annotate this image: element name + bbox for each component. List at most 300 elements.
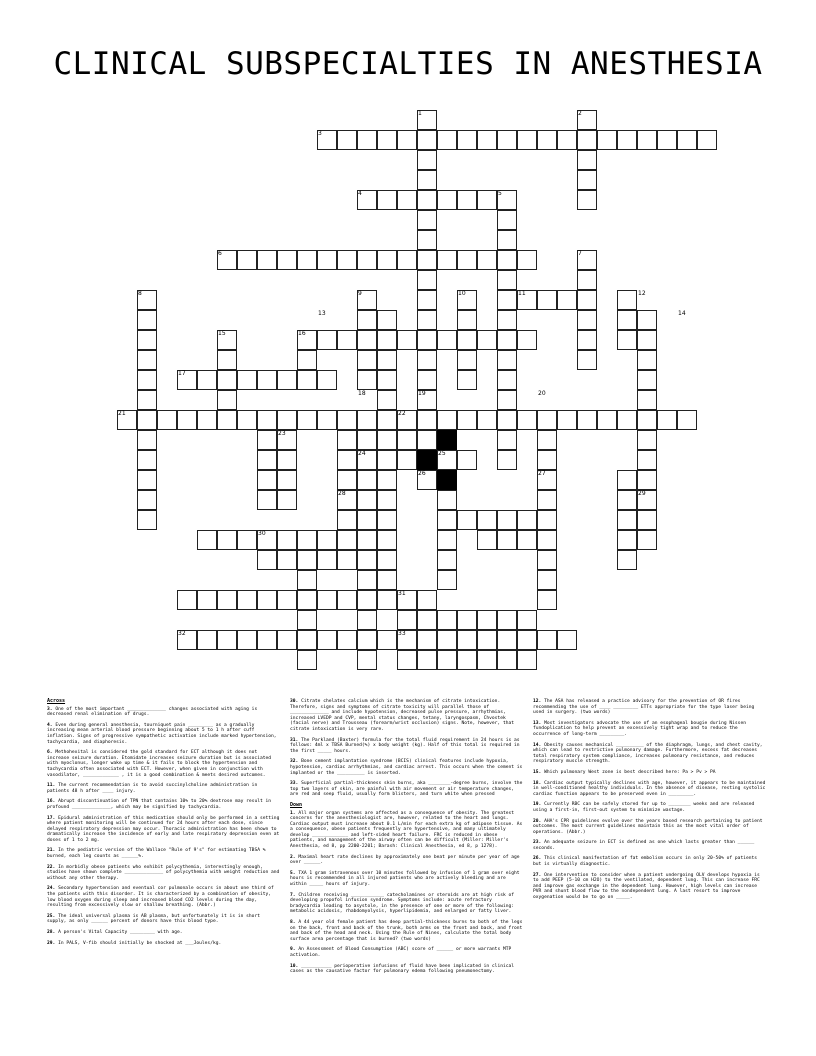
- grid-cell[interactable]: [397, 190, 417, 210]
- grid-cell[interactable]: [337, 530, 357, 550]
- grid-cell[interactable]: [357, 550, 377, 570]
- grid-cell[interactable]: [257, 550, 277, 570]
- grid-cell[interactable]: [537, 550, 557, 570]
- grid-cell[interactable]: [637, 510, 657, 530]
- clue-num: 20.: [533, 818, 542, 824]
- grid-cell[interactable]: [657, 410, 677, 430]
- grid-cell[interactable]: [497, 210, 517, 230]
- grid-cell[interactable]: [377, 190, 397, 210]
- grid-cell[interactable]: [437, 330, 457, 350]
- grid-cell[interactable]: [137, 390, 157, 410]
- grid-cell[interactable]: [357, 430, 377, 450]
- grid-cell[interactable]: [317, 410, 337, 430]
- grid-cell[interactable]: [237, 530, 257, 550]
- grid-cell[interactable]: [497, 290, 517, 310]
- grid-cell[interactable]: [377, 470, 397, 490]
- grid-cell[interactable]: [417, 330, 437, 350]
- down-clue: [533, 781, 768, 798]
- grid-cell[interactable]: [337, 130, 357, 150]
- grid-cell[interactable]: [597, 130, 617, 150]
- clue-num: 32.: [290, 759, 299, 765]
- grid-cell[interactable]: [277, 410, 297, 430]
- grid-cell[interactable]: [457, 250, 477, 270]
- grid-cell[interactable]: [497, 390, 517, 410]
- grid-cell[interactable]: [537, 570, 557, 590]
- grid-cell[interactable]: [357, 310, 377, 330]
- grid-cell[interactable]: [497, 250, 517, 270]
- grid-cell[interactable]: [257, 630, 277, 650]
- grid-cell[interactable]: [357, 630, 377, 650]
- grid-cell[interactable]: [377, 350, 397, 370]
- grid-cell[interactable]: [177, 590, 197, 610]
- grid-cell[interactable]: [137, 430, 157, 450]
- grid-cell[interactable]: [617, 310, 637, 330]
- grid-cell[interactable]: [397, 130, 417, 150]
- grid-cell[interactable]: [197, 630, 217, 650]
- grid-cell[interactable]: [417, 310, 437, 330]
- grid-cell[interactable]: [377, 450, 397, 470]
- grid-cell[interactable]: [537, 590, 557, 610]
- grid-cell[interactable]: [577, 290, 597, 310]
- grid-cell[interactable]: [557, 630, 577, 650]
- grid-cell[interactable]: [517, 650, 537, 670]
- grid-cell[interactable]: [257, 490, 277, 510]
- grid-cell[interactable]: [377, 630, 397, 650]
- grid-cell[interactable]: [437, 190, 457, 210]
- grid-cell[interactable]: [357, 650, 377, 670]
- grid-cell[interactable]: [497, 650, 517, 670]
- grid-cell[interactable]: [417, 210, 437, 230]
- grid-cell[interactable]: [197, 370, 217, 390]
- grid-cell[interactable]: [257, 410, 277, 430]
- grid-cell[interactable]: [517, 510, 537, 530]
- clue-num: 29.: [47, 940, 56, 946]
- grid-cell[interactable]: [417, 610, 437, 630]
- clue-num: 13.: [533, 720, 542, 726]
- grid-cell[interactable]: [417, 170, 437, 190]
- grid-cell[interactable]: [397, 330, 417, 350]
- grid-cell[interactable]: [337, 450, 357, 470]
- grid-cell[interactable]: [577, 410, 597, 430]
- grid-cell[interactable]: [417, 630, 437, 650]
- grid-cell[interactable]: [297, 630, 317, 650]
- grid-cell[interactable]: [657, 130, 677, 150]
- grid-cell[interactable]: [437, 490, 457, 510]
- grid-cell[interactable]: [297, 530, 317, 550]
- grid-cell[interactable]: [217, 370, 237, 390]
- grid-cell[interactable]: [297, 370, 317, 390]
- grid-cell[interactable]: [457, 130, 477, 150]
- clue-number: 23: [278, 430, 286, 437]
- grid-cell[interactable]: [497, 450, 517, 470]
- grid-cell[interactable]: [257, 450, 277, 470]
- grid-cell[interactable]: [397, 430, 417, 450]
- grid-cell[interactable]: [457, 350, 477, 370]
- grid-cell[interactable]: [577, 150, 597, 170]
- grid-cell[interactable]: [297, 550, 317, 570]
- grid-cell[interactable]: [437, 630, 457, 650]
- grid-cell[interactable]: [277, 550, 297, 570]
- grid-cell[interactable]: [617, 550, 637, 570]
- grid-cell[interactable]: [497, 330, 517, 350]
- clue-number: 19: [418, 390, 426, 397]
- grid-cell[interactable]: [297, 650, 317, 670]
- grid-cell[interactable]: [617, 330, 637, 350]
- grid-cell[interactable]: [137, 370, 157, 390]
- grid-cell[interactable]: [477, 530, 497, 550]
- grid-cell[interactable]: [577, 270, 597, 290]
- grid-cell[interactable]: [617, 530, 637, 550]
- grid-cell[interactable]: [277, 250, 297, 270]
- grid-cell[interactable]: [417, 130, 437, 150]
- down-clue: [290, 947, 525, 958]
- grid-cell[interactable]: [297, 250, 317, 270]
- grid-cell[interactable]: [157, 410, 177, 430]
- grid-cell[interactable]: [617, 290, 637, 310]
- grid-cell[interactable]: [437, 510, 457, 530]
- grid-cell[interactable]: [337, 470, 357, 490]
- grid-cell[interactable]: [137, 410, 157, 430]
- grid-cell[interactable]: [357, 510, 377, 530]
- grid-cell[interactable]: [317, 590, 337, 610]
- clue-number: 3: [318, 130, 322, 137]
- clue-text: Obesity causes mechanical __________ of the diaphragm, lungs, and chest cavity, which can lead to restrictive pulmonary damage. Furthermore, excess fat decreases total respiratory system compliance, increases pulmonary resistance, and reduces respiratory muscle strength.: [533, 742, 763, 765]
- grid-cell[interactable]: [637, 390, 657, 410]
- grid-cell[interactable]: [277, 450, 297, 470]
- grid-cell[interactable]: [297, 590, 317, 610]
- grid-cell[interactable]: [357, 470, 377, 490]
- clue-number: 1: [418, 110, 422, 117]
- grid-cell[interactable]: [697, 130, 717, 150]
- clue-number: 5: [498, 190, 502, 197]
- grid-cell[interactable]: [497, 510, 517, 530]
- grid-cell[interactable]: [417, 250, 437, 270]
- grid-cell[interactable]: [337, 430, 357, 450]
- grid-cell[interactable]: [437, 410, 457, 430]
- grid-cell[interactable]: [477, 190, 497, 210]
- grid-cell[interactable]: [637, 350, 657, 370]
- grid-cell[interactable]: [357, 490, 377, 510]
- grid-cell[interactable]: [457, 630, 477, 650]
- grid-cell[interactable]: [517, 250, 537, 270]
- grid-cell[interactable]: [477, 410, 497, 430]
- across-clue: [290, 699, 525, 733]
- grid-cell[interactable]: [537, 450, 557, 470]
- grid-cell[interactable]: [377, 390, 397, 410]
- grid-cell[interactable]: [437, 250, 457, 270]
- grid-cell[interactable]: [617, 410, 637, 430]
- grid-cell[interactable]: [637, 430, 657, 450]
- grid-cell[interactable]: [197, 530, 217, 550]
- clue-text: Superficial partial-thickness skin burns, aka ________-degree burns, involve the top two layers of skin, are painful with air movement or air temperature changes, are red and seep fluid, usually form blisters, and turn white when pressed: [290, 781, 523, 798]
- grid-cell[interactable]: [577, 350, 597, 370]
- grid-cell[interactable]: [357, 570, 377, 590]
- grid-cell[interactable]: [457, 310, 477, 330]
- grid-cell[interactable]: [537, 430, 557, 450]
- grid-cell[interactable]: [397, 250, 417, 270]
- grid-cell[interactable]: [457, 410, 477, 430]
- grid-cell[interactable]: [497, 530, 517, 550]
- grid-cell[interactable]: [437, 550, 457, 570]
- grid-cell[interactable]: [437, 610, 457, 630]
- clue-num: 15.: [533, 769, 542, 775]
- grid-cell[interactable]: [417, 190, 437, 210]
- grid-cell[interactable]: [577, 190, 597, 210]
- grid-cell[interactable]: [357, 410, 377, 430]
- grid-cell[interactable]: [137, 490, 157, 510]
- grid-cell[interactable]: [537, 510, 557, 530]
- clue-num: 33.: [290, 781, 299, 787]
- grid-cell[interactable]: [377, 550, 397, 570]
- grid-cell[interactable]: [277, 490, 297, 510]
- grid-cell[interactable]: [437, 650, 457, 670]
- grid-cell[interactable]: [317, 550, 337, 570]
- grid-cell[interactable]: [637, 530, 657, 550]
- down-clue: [290, 893, 525, 915]
- grid-cell[interactable]: [537, 410, 557, 430]
- grid-cell[interactable]: [237, 630, 257, 650]
- grid-cell[interactable]: [177, 410, 197, 430]
- grid-cell[interactable]: [377, 570, 397, 590]
- grid-cell[interactable]: [357, 250, 377, 270]
- grid-cell[interactable]: [637, 470, 657, 490]
- grid-cell[interactable]: [477, 250, 497, 270]
- grid-cell[interactable]: [257, 370, 277, 390]
- grid-cell[interactable]: [537, 130, 557, 150]
- grid-cell[interactable]: [297, 410, 317, 430]
- grid-cell[interactable]: [517, 330, 537, 350]
- grid-cell[interactable]: [397, 610, 417, 630]
- grid-cell[interactable]: [257, 470, 277, 490]
- grid-cell[interactable]: [377, 530, 397, 550]
- across-clue: [290, 781, 525, 798]
- grid-cell[interactable]: [537, 290, 557, 310]
- down-clue: [533, 819, 768, 836]
- clue-number: 4: [358, 190, 362, 197]
- grid-cell[interactable]: [457, 510, 477, 530]
- grid-cell[interactable]: [377, 410, 397, 430]
- grid-cell[interactable]: [497, 350, 517, 370]
- grid-cell[interactable]: [457, 450, 477, 470]
- grid-cell[interactable]: [417, 230, 437, 250]
- grid-cell[interactable]: [457, 610, 477, 630]
- grid-cell[interactable]: [297, 570, 317, 590]
- grid-cell[interactable]: [277, 370, 297, 390]
- grid-cell[interactable]: [217, 530, 237, 550]
- grid-cell[interactable]: [377, 590, 397, 610]
- grid-cell[interactable]: [337, 630, 357, 650]
- grid-cell[interactable]: [357, 590, 377, 610]
- grid-cell[interactable]: [417, 430, 437, 450]
- grid-cell[interactable]: [617, 130, 637, 150]
- grid-cell[interactable]: [577, 170, 597, 190]
- grid-cell[interactable]: [337, 410, 357, 430]
- grid-cell[interactable]: [357, 610, 377, 630]
- grid-cell[interactable]: [497, 430, 517, 450]
- grid-cell[interactable]: [557, 410, 577, 430]
- grid-cell[interactable]: [357, 330, 377, 350]
- grid-cell[interactable]: [237, 250, 257, 270]
- across-clue: [47, 941, 282, 947]
- grid-cell[interactable]: [277, 630, 297, 650]
- clue-number: 20: [538, 390, 546, 397]
- grid-cell[interactable]: [597, 410, 617, 430]
- grid-cell[interactable]: [137, 470, 157, 490]
- across-clue: [290, 759, 525, 776]
- grid-cell[interactable]: [637, 450, 657, 470]
- grid-cell[interactable]: [277, 530, 297, 550]
- grid-cell[interactable]: [377, 510, 397, 530]
- grid-cell[interactable]: [197, 410, 217, 430]
- grid-cell[interactable]: [317, 330, 337, 350]
- grid-cell[interactable]: [497, 370, 517, 390]
- grid-cell[interactable]: [137, 350, 157, 370]
- grid-cell[interactable]: [257, 590, 277, 610]
- grid-cell[interactable]: [257, 250, 277, 270]
- grid-cell[interactable]: [137, 310, 157, 330]
- clue-num: 21.: [47, 848, 56, 854]
- grid-cell[interactable]: [497, 130, 517, 150]
- grid-cell[interactable]: [337, 330, 357, 350]
- grid-cell[interactable]: [377, 370, 397, 390]
- grid-cell[interactable]: [537, 530, 557, 550]
- clue-number: 26: [418, 470, 426, 477]
- grid-cell[interactable]: [417, 350, 437, 370]
- grid-cell[interactable]: [377, 330, 397, 350]
- down-clue: [533, 699, 768, 716]
- grid-cell[interactable]: [577, 330, 597, 350]
- grid-cell[interactable]: [337, 510, 357, 530]
- grid-cell[interactable]: [497, 270, 517, 290]
- grid-cell[interactable]: [637, 410, 657, 430]
- grid-cell[interactable]: [277, 590, 297, 610]
- grid-cell[interactable]: [517, 130, 537, 150]
- grid-cell[interactable]: [637, 370, 657, 390]
- grid-cell[interactable]: [337, 550, 357, 570]
- grid-cell[interactable]: [477, 650, 497, 670]
- grid-cell[interactable]: [417, 370, 437, 390]
- grid-cell[interactable]: [477, 130, 497, 150]
- grid-cell[interactable]: [137, 510, 157, 530]
- clue-text: An Assessment of Blood Consumption (ABC) score of ______ or more warrants MTP activation.: [290, 947, 512, 958]
- grid-cell[interactable]: [477, 330, 497, 350]
- across-clue: [47, 848, 282, 859]
- grid-cell[interactable]: [377, 250, 397, 270]
- grid-cell[interactable]: [497, 310, 517, 330]
- grid-cell[interactable]: [457, 370, 477, 390]
- grid-cell[interactable]: [677, 410, 697, 430]
- grid-cell[interactable]: [637, 130, 657, 150]
- grid-cell[interactable]: [517, 530, 537, 550]
- grid-cell[interactable]: [637, 310, 657, 330]
- grid-cell[interactable]: [497, 630, 517, 650]
- grid-cell[interactable]: [397, 450, 417, 470]
- grid-cell[interactable]: [217, 390, 237, 410]
- grid-cell[interactable]: [317, 630, 337, 650]
- grid-cell[interactable]: [297, 610, 317, 630]
- grid-cell[interactable]: [197, 590, 217, 610]
- grid-cell[interactable]: [457, 650, 477, 670]
- grid-cell[interactable]: [337, 590, 357, 610]
- grid-cell[interactable]: [217, 590, 237, 610]
- grid-cell[interactable]: [277, 470, 297, 490]
- grid-cell[interactable]: [537, 490, 557, 510]
- grid-cell[interactable]: [297, 350, 317, 370]
- grid-cell[interactable]: [357, 350, 377, 370]
- down-clue: [533, 721, 768, 738]
- grid-cell[interactable]: [477, 610, 497, 630]
- grid-cell[interactable]: [137, 450, 157, 470]
- clue-num: 22.: [47, 864, 56, 870]
- grid-cell[interactable]: [517, 630, 537, 650]
- grid-cell[interactable]: [217, 410, 237, 430]
- grid-cell[interactable]: [217, 630, 237, 650]
- grid-cell[interactable]: [357, 530, 377, 550]
- grid-cell[interactable]: [497, 230, 517, 250]
- grid-cell[interactable]: [417, 290, 437, 310]
- grid-cell[interactable]: [477, 630, 497, 650]
- grid-cell[interactable]: [377, 430, 397, 450]
- grid-cell[interactable]: [557, 130, 577, 150]
- grid-cell[interactable]: [437, 570, 457, 590]
- grid-cell[interactable]: [417, 270, 437, 290]
- clue-num: 2.: [290, 854, 296, 860]
- down-clue: [290, 811, 525, 850]
- grid-cell[interactable]: [377, 310, 397, 330]
- grid-cell[interactable]: [637, 330, 657, 350]
- grid-cell[interactable]: [497, 610, 517, 630]
- grid-cell[interactable]: [517, 410, 537, 430]
- grid-cell[interactable]: [377, 130, 397, 150]
- grid-cell[interactable]: [317, 530, 337, 550]
- grid-cell[interactable]: [497, 410, 517, 430]
- grid-cell[interactable]: [317, 250, 337, 270]
- grid-cell[interactable]: [437, 130, 457, 150]
- grid-cell[interactable]: [617, 490, 637, 510]
- grid-cell[interactable]: [537, 630, 557, 650]
- grid-cell[interactable]: [677, 130, 697, 150]
- grid-cell[interactable]: [377, 490, 397, 510]
- grid-cell[interactable]: [477, 510, 497, 530]
- grid-cell[interactable]: [617, 510, 637, 530]
- clue-number: 16: [298, 330, 306, 337]
- grid-cell[interactable]: [317, 370, 337, 390]
- grid-cell[interactable]: [457, 190, 477, 210]
- grid-cell[interactable]: [237, 370, 257, 390]
- grid-cell[interactable]: [237, 410, 257, 430]
- grid-cell[interactable]: [557, 290, 577, 310]
- grid-cell[interactable]: [357, 130, 377, 150]
- grid-cell[interactable]: [217, 350, 237, 370]
- grid-cell[interactable]: [517, 610, 537, 630]
- across-clue: [47, 865, 282, 882]
- grid-cell[interactable]: [337, 250, 357, 270]
- grid-cell[interactable]: [437, 530, 457, 550]
- grid-cell[interactable]: [417, 150, 437, 170]
- grid-cell[interactable]: [417, 650, 437, 670]
- grid-cell[interactable]: [257, 430, 277, 450]
- grid-cell[interactable]: [617, 470, 637, 490]
- grid-cell[interactable]: [237, 590, 257, 610]
- grid-cell[interactable]: [457, 330, 477, 350]
- grid-cell[interactable]: [417, 410, 437, 430]
- grid-cell[interactable]: [577, 310, 597, 330]
- grid-cell[interactable]: [577, 130, 597, 150]
- grid-cell[interactable]: [417, 590, 437, 610]
- grid-cell[interactable]: [357, 370, 377, 390]
- grid-cell[interactable]: [137, 330, 157, 350]
- grid-cell[interactable]: [397, 650, 417, 670]
